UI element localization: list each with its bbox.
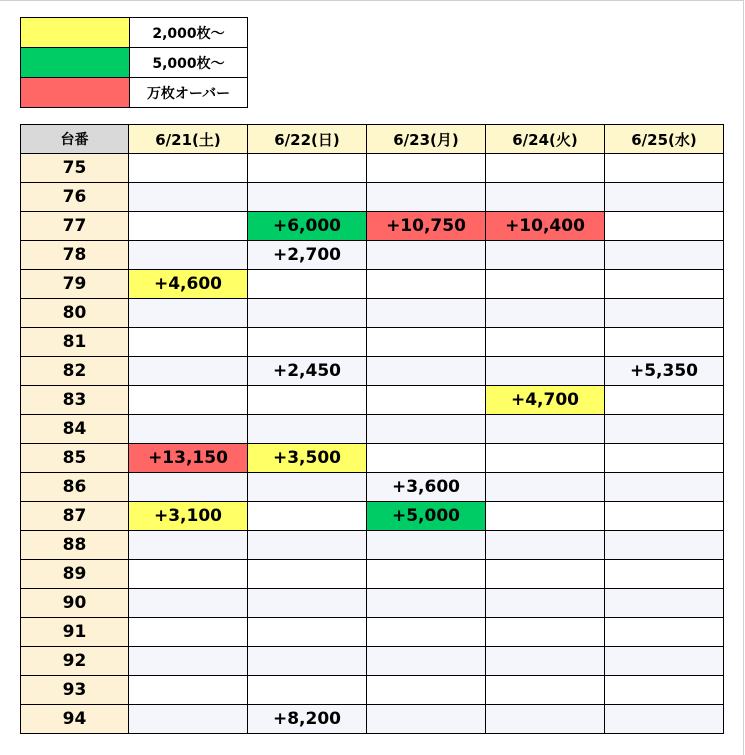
- payout-cell: +2,700: [248, 241, 367, 270]
- payout-cell: [486, 531, 605, 560]
- payout-cell: [248, 647, 367, 676]
- payout-cell: [129, 183, 248, 212]
- payout-cell: [129, 212, 248, 241]
- payout-cell: [367, 589, 486, 618]
- payout-cell: [367, 647, 486, 676]
- date-header: 6/22(日): [248, 125, 367, 154]
- date-header: 6/21(土): [129, 125, 248, 154]
- payout-cell: [605, 502, 724, 531]
- payout-cell: +10,400: [486, 212, 605, 241]
- payout-cell: [486, 618, 605, 647]
- payout-cell: +5,000: [367, 502, 486, 531]
- payout-cell: [367, 560, 486, 589]
- legend-label: 万枚オーバー: [130, 78, 248, 108]
- table-row: [21, 473, 724, 502]
- payout-cell: [129, 676, 248, 705]
- table-row: [21, 386, 724, 415]
- payout-cell: [486, 502, 605, 531]
- machine-number-cell: 75: [21, 154, 129, 183]
- payout-cell: [129, 618, 248, 647]
- payout-cell: +3,100: [129, 502, 248, 531]
- date-header: 6/23(月): [367, 125, 486, 154]
- payout-cell: [129, 647, 248, 676]
- payout-cell: [605, 589, 724, 618]
- payout-cell: +10,750: [367, 212, 486, 241]
- payout-cell: [605, 183, 724, 212]
- payout-cell: [486, 183, 605, 212]
- payout-cell: [129, 154, 248, 183]
- table-row: [21, 676, 724, 705]
- payout-cell: [248, 386, 367, 415]
- payout-cell: [605, 531, 724, 560]
- table-row: [21, 357, 724, 386]
- machine-number-cell: 84: [21, 415, 129, 444]
- table-row: [21, 560, 724, 589]
- payout-cell: +3,600: [367, 473, 486, 502]
- payout-cell: [248, 415, 367, 444]
- payout-cell: [486, 299, 605, 328]
- payout-cell: [486, 154, 605, 183]
- machine-number-cell: 80: [21, 299, 129, 328]
- table-row: [21, 589, 724, 618]
- payout-cell: [248, 589, 367, 618]
- payout-cell: [129, 386, 248, 415]
- machine-number-cell: 82: [21, 357, 129, 386]
- payout-cell: [367, 618, 486, 647]
- payout-cell: [605, 154, 724, 183]
- header-row: [21, 125, 724, 154]
- legend-swatch-yellow: [21, 18, 130, 48]
- payout-cell: [248, 618, 367, 647]
- table-row: [21, 415, 724, 444]
- payout-cell: [605, 676, 724, 705]
- payout-cell: [605, 560, 724, 589]
- payout-cell: [486, 647, 605, 676]
- machine-number-cell: 87: [21, 502, 129, 531]
- payout-cell: +8,200: [248, 705, 367, 734]
- payout-cell: [367, 328, 486, 357]
- machine-number-cell: 83: [21, 386, 129, 415]
- legend-row: [21, 18, 248, 48]
- legend-table: [20, 17, 248, 108]
- payout-cell: +5,350: [605, 357, 724, 386]
- payout-cell: [129, 328, 248, 357]
- machine-number-header: 台番: [21, 125, 129, 154]
- date-header: 6/25(水): [605, 125, 724, 154]
- payout-cell: [129, 299, 248, 328]
- payout-cell: [486, 328, 605, 357]
- payout-cell: [129, 357, 248, 386]
- payout-cell: [248, 183, 367, 212]
- payout-cell: +13,150: [129, 444, 248, 473]
- table-row: [21, 705, 724, 734]
- payout-cell: [605, 415, 724, 444]
- machine-number-cell: 93: [21, 676, 129, 705]
- payout-cell: [605, 618, 724, 647]
- machine-number-cell: 79: [21, 270, 129, 299]
- payout-cell: [129, 705, 248, 734]
- payout-cell: [486, 241, 605, 270]
- payout-cell: [605, 241, 724, 270]
- machine-number-cell: 88: [21, 531, 129, 560]
- payout-cell: +2,450: [248, 357, 367, 386]
- payout-cell: [605, 647, 724, 676]
- payout-cell: [248, 676, 367, 705]
- payout-cell: [367, 415, 486, 444]
- payout-cell: [367, 241, 486, 270]
- machine-number-cell: 91: [21, 618, 129, 647]
- payout-cell: [367, 270, 486, 299]
- machine-number-cell: 86: [21, 473, 129, 502]
- machine-number-cell: 89: [21, 560, 129, 589]
- payout-cell: [248, 531, 367, 560]
- date-header: 6/24(火): [486, 125, 605, 154]
- legend-row: [21, 48, 248, 78]
- machine-number-cell: 90: [21, 589, 129, 618]
- payout-cell: [605, 705, 724, 734]
- machine-number-cell: 81: [21, 328, 129, 357]
- table-row: [21, 531, 724, 560]
- payout-cell: [605, 299, 724, 328]
- table-row: [21, 270, 724, 299]
- payout-cell: [129, 531, 248, 560]
- payout-cell: [129, 589, 248, 618]
- legend-label: 2,000枚～: [130, 18, 248, 48]
- table-row: [21, 647, 724, 676]
- payout-cell: [248, 560, 367, 589]
- payout-cell: [605, 270, 724, 299]
- machine-number-cell: 85: [21, 444, 129, 473]
- payout-cell: [486, 357, 605, 386]
- payout-cell: [486, 560, 605, 589]
- machine-number-cell: 76: [21, 183, 129, 212]
- payout-cell: +6,000: [248, 212, 367, 241]
- payout-cell: [486, 473, 605, 502]
- payout-cell: [367, 444, 486, 473]
- table-row: [21, 183, 724, 212]
- payout-cell: [486, 415, 605, 444]
- table-row: [21, 328, 724, 357]
- payout-cell: [129, 415, 248, 444]
- payout-cell: [486, 270, 605, 299]
- legend-label: 5,000枚～: [130, 48, 248, 78]
- table-row: [21, 444, 724, 473]
- payout-cell: [605, 444, 724, 473]
- table-row: [21, 212, 724, 241]
- table-row: [21, 618, 724, 647]
- payout-cell: [367, 705, 486, 734]
- payout-cell: [367, 183, 486, 212]
- payout-cell: [129, 560, 248, 589]
- payout-cell: +4,600: [129, 270, 248, 299]
- payout-cell: [367, 299, 486, 328]
- payout-cell: [367, 154, 486, 183]
- table-row: [21, 154, 724, 183]
- table-row: [21, 241, 724, 270]
- legend-row: [21, 78, 248, 108]
- payout-cell: +3,500: [248, 444, 367, 473]
- table-row: [21, 299, 724, 328]
- machine-number-cell: 92: [21, 647, 129, 676]
- payout-cell: [605, 328, 724, 357]
- payout-cell: [605, 386, 724, 415]
- payout-cell: [248, 502, 367, 531]
- payout-cell: [486, 705, 605, 734]
- payout-cell: [248, 270, 367, 299]
- payout-cell: [486, 444, 605, 473]
- results-table: [20, 124, 724, 734]
- legend-swatch-green: [21, 48, 130, 78]
- payout-cell: [486, 676, 605, 705]
- payout-cell: [605, 212, 724, 241]
- payout-cell: [486, 589, 605, 618]
- machine-number-cell: 94: [21, 705, 129, 734]
- payout-cell: [248, 299, 367, 328]
- payout-cell: [367, 386, 486, 415]
- payout-cell: [367, 676, 486, 705]
- payout-cell: [367, 357, 486, 386]
- legend-swatch-red: [21, 78, 130, 108]
- payout-cell: [248, 473, 367, 502]
- machine-number-cell: 78: [21, 241, 129, 270]
- payout-cell: [248, 328, 367, 357]
- payout-cell: [367, 531, 486, 560]
- payout-cell: [129, 241, 248, 270]
- payout-cell: +4,700: [486, 386, 605, 415]
- table-row: [21, 502, 724, 531]
- payout-cell: [605, 473, 724, 502]
- machine-number-cell: 77: [21, 212, 129, 241]
- payout-cell: [129, 473, 248, 502]
- payout-cell: [248, 154, 367, 183]
